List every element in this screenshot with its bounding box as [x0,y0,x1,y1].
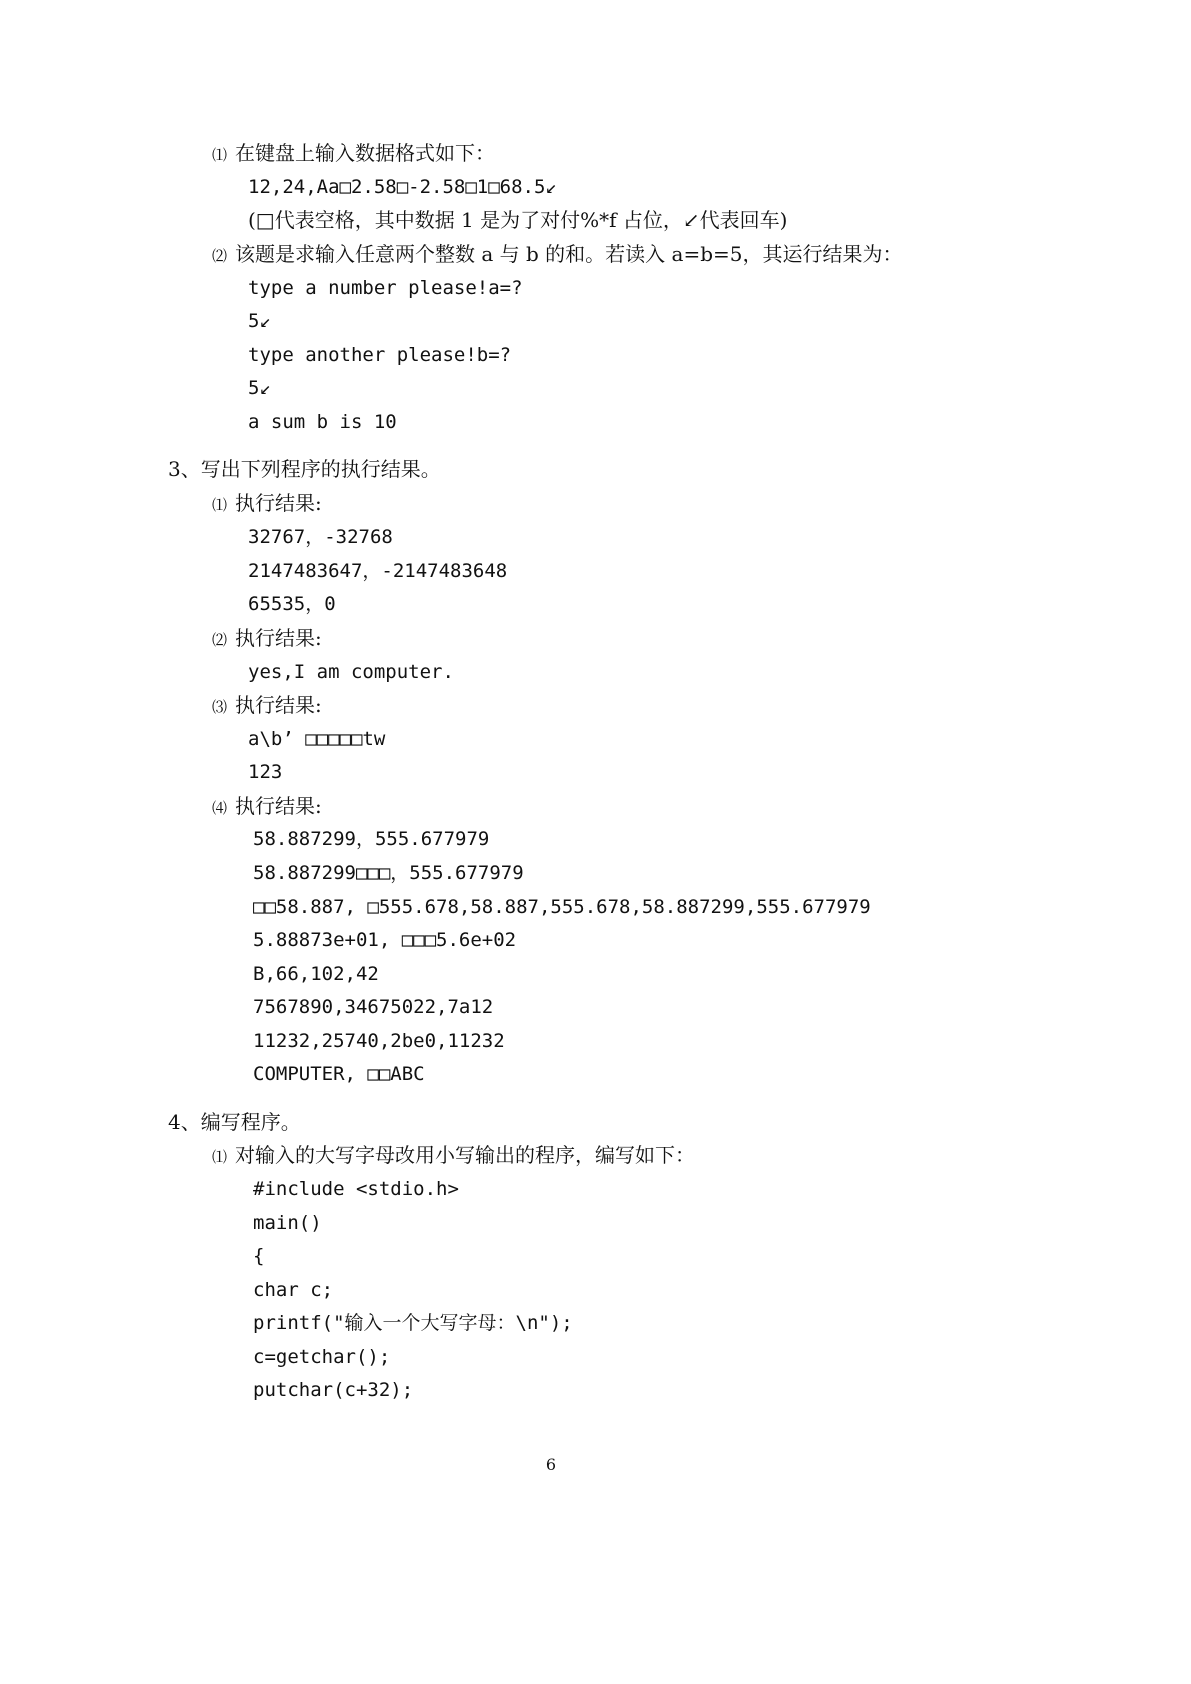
q3-item4-marker: ⑷ [212,799,228,817]
q4-code-line: putchar(c+32); [253,1379,414,1401]
q4-item1-marker: ⑴ [212,1148,228,1166]
q2-item2-prompt [212,241,903,269]
q2-item1-input-line: 12,24,Aa□2.58□-2.58□1□68.5↙ [248,176,557,198]
q2-item2-output-line: type another please!b=? [248,344,512,366]
q2-item2-text: 该题是求输入任意两个整数 a 与 b 的和。若读入 a=b=5，其运行结果为： [235,242,903,266]
q4-code-line: printf("输入一个大写字母：\n"); [253,1312,573,1334]
q3-item1-output-line: 32767，-32768 [248,526,393,548]
q3-item3-label-row [212,692,322,720]
q2-item1-text: 在键盘上输入数据格式如下： [235,141,496,165]
q3-item4-output-line: 58.887299，555.677979 [253,828,490,850]
q4-code-line: { [253,1245,265,1267]
q3-item4-output-line: 11232,25740,2be0,11232 [253,1030,505,1052]
q4-heading: 4、编写程序。 [168,1110,301,1134]
q3-item2-label-row [212,625,322,653]
q4-code-line: c=getchar(); [253,1346,391,1368]
q3-item2-label: 执行结果: [235,626,322,650]
q2-item2-output-line: 5↙ [248,310,271,332]
q3-item1-label: 执行结果: [235,491,322,515]
q4-item1-text: 对输入的大写字母改用小写输出的程序，编写如下： [235,1143,696,1167]
q3-item1-marker: ⑴ [212,496,228,514]
q3-item4-label: 执行结果: [235,794,322,818]
page-number: 6 [545,1455,557,1474]
q3-item1-label-row [212,490,322,518]
q3-item4-output-line: □□58.887, □555.678,58.887,555.678,58.887299,555.677979 [253,896,871,918]
q3-item4-output-line: 7567890,34675022,7a12 [253,996,494,1018]
q3-item4-label-row [212,793,322,821]
q3-item2-marker: ⑵ [212,631,228,649]
q3-item3-output-line: a\b’ □□□□□tw [248,728,386,750]
q3-item1-output-line: 65535，0 [248,593,336,615]
q4-code-line: #include <stdio.h> [253,1178,459,1200]
q2-item2-marker: ⑵ [212,247,228,265]
q4-item1-prompt [212,1142,695,1170]
q3-item3-marker: ⑶ [212,698,228,716]
q4-code-line: main() [253,1212,322,1234]
q4-code-line: char c; [253,1279,334,1301]
q3-item4-output-line: COMPUTER, □□ABC [253,1063,425,1085]
q2-item1-marker: ⑴ [212,146,228,164]
q3-item1-output-line: 2147483647，-2147483648 [248,560,508,582]
q2-item1-prompt [212,140,495,168]
q3-heading: 3、写出下列程序的执行结果。 [168,457,441,481]
q2-item2-output-line: a sum b is 10 [248,411,397,433]
q3-item4-output-line: B,66,102,42 [253,963,379,985]
q3-item3-output-line: 123 [248,761,283,783]
q3-item4-output-line: 58.887299□□□，555.677979 [253,862,524,884]
q3-item4-output-line: 5.88873e+01, □□□5.6e+02 [253,929,517,951]
q2-item2-output-line: 5↙ [248,377,271,399]
q3-item2-output-line: yes,I am computer. [248,661,454,683]
q2-item2-output-line: type a number please!a=? [248,277,523,299]
q2-item1-note: (□代表空格，其中数据 1 是为了对付%*f 占位，↙代表回车) [248,208,788,232]
q3-item3-label: 执行结果: [235,693,322,717]
